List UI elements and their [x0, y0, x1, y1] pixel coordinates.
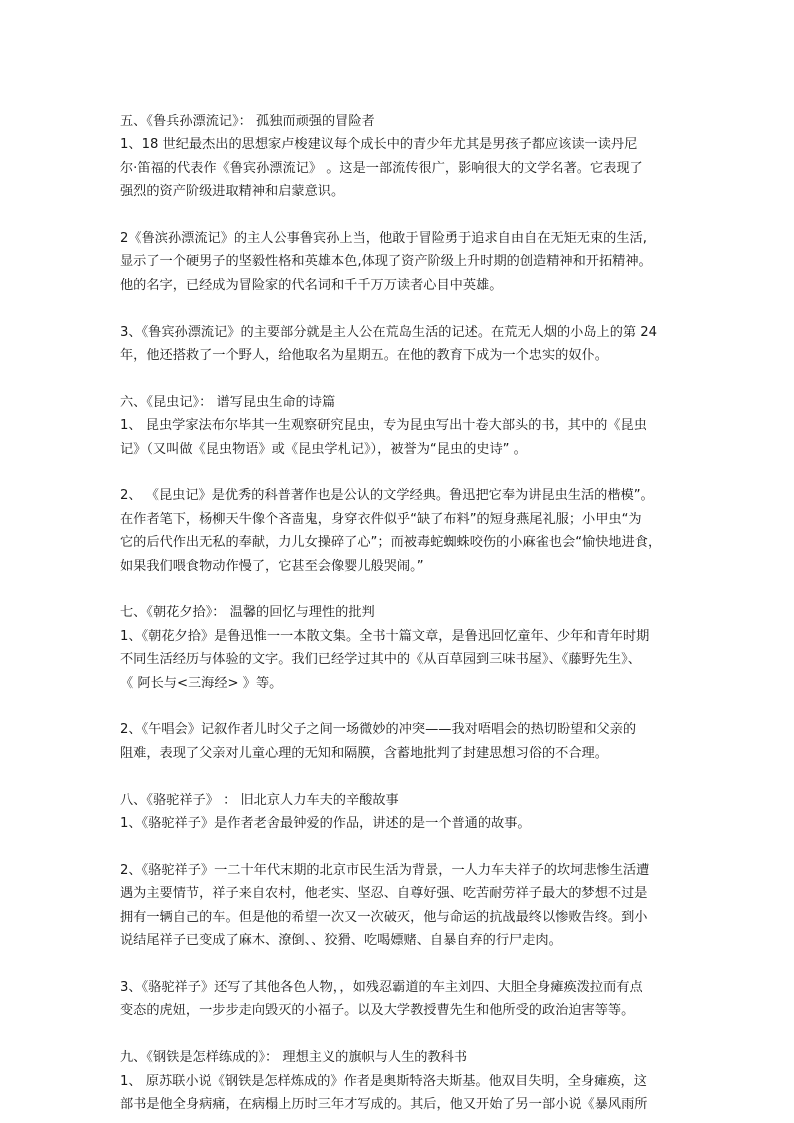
text-line: 1、18 世纪最杰出的思想家卢梭建议每个成长中的青少年尤其是男孩子都应该读一读丹尼	[120, 137, 638, 153]
text-line: 年，他还搭救了一个野人，给他取名为星期五。在他的教育下成为一个忠实的奴仆。	[120, 348, 608, 364]
text-line: 1、 原苏联小说《钢铁是怎样炼成的》作者是奥斯特洛夫斯基。他双目失明，全身瘫痪，这	[120, 1073, 647, 1089]
text-line: 六、《昆虫记》： 谱写昆虫生命的诗篇	[120, 394, 336, 410]
paragraph	[120, 110, 680, 204]
text-line: 2、《午唱会》记叙作者儿时父子之间一场微妙的冲突——我对唔唱会的热切盼望和父亲的	[120, 722, 637, 738]
paragraph-spacer	[120, 461, 680, 484]
text-line: 说结尾祥子已变成了麻木、潦倒、、狡猾、吃喝嫖赌、自暴自弃的行尸走肉。	[120, 933, 562, 949]
text-line: 1、 昆虫学家法布尔毕其一生观察研究昆虫，专为昆虫写出十卷大部头的书，其中的《昆虫	[120, 418, 647, 434]
text-line: 五、《鲁兵孙漂流记》： 孤独而顽强的冒险者	[120, 114, 375, 129]
paragraph	[120, 976, 680, 1023]
text-line: 3、《鲁宾孙漂流记》的主要部分就是主人公在荒岛生活的记述。在荒无人烟的小岛上的第 24	[120, 324, 658, 340]
paragraph-spacer	[120, 835, 680, 858]
text-line: 它的后代作出无私的奉献，力儿女操碎了心”；而被毒蛇蜘蛛咬伤的小麻雀也会“愉快地进食，	[120, 535, 662, 551]
text-line: 尔·笛福的代表作《鲁宾孙漂流记》 。这是一部流传很广，影响很大的文学名著。它表现了	[120, 160, 643, 176]
text-line: 1、《骆驼祥子》是作者老舍最钟爱的作品，讲述的是一个普通的故事。	[120, 816, 531, 832]
paragraph	[120, 321, 680, 368]
text-line: 2、 《昆虫记》是优秀的科普著作也是公认的文学经典。鲁迅把它奉为讲昆虫生活的楷模”。	[120, 488, 654, 504]
paragraph-spacer	[120, 204, 680, 227]
text-line: 拥有一辆自己的车。但是他的希望一次又一次破灭，他与命运的抗战最终以惨败告终。到小	[120, 909, 648, 925]
paragraph	[120, 1046, 680, 1116]
paragraph-spacer	[120, 695, 680, 718]
text-line: 如果我们喂食物动作慢了，它甚至会像婴儿般哭闹。”	[120, 558, 424, 574]
text-line: 2、《骆驼祥子》一二十年代末期的北京市民生活为背景，一人力车夫祥子的坎坷悲惨生活遭	[120, 862, 650, 878]
text-line: 他的名字，已经成为冒险家的代名词和千千万万读者心目中英雄。	[120, 277, 503, 293]
paragraph	[120, 859, 680, 953]
text-line: 九、《钢铁是怎样练成的》： 理想主义的旗帜与人生的教科书	[120, 1050, 468, 1066]
paragraph	[120, 227, 680, 297]
text-line: 记》（又叫做《昆虫物语》或《昆虫学札记》），被誉为“昆虫的史诗” 。	[120, 441, 527, 457]
paragraph-spacer	[120, 1023, 680, 1046]
text-line: 2《鲁滨孙漂流记》的主人公事鲁宾孙上当，他敢于冒险勇于追求自由自在无矩无束的生活,	[120, 231, 647, 247]
paragraph-spacer	[120, 297, 680, 320]
text-line: 阻难，表现了父亲对儿童心理的无知和隔膜，含蓄地批判了封建思想习俗的不合理。	[120, 745, 608, 761]
paragraph-spacer	[120, 953, 680, 976]
paragraph	[120, 789, 680, 836]
paragraph	[120, 601, 680, 695]
text-line: 《 阿长与<三海经> 》等。	[120, 675, 283, 691]
text-line: 遇为主要情节，祥子来自农村，他老实、坚忍、自尊好强、吃苦耐劳祥子最大的梦想不过是	[120, 886, 648, 902]
text-line: 变态的虎妞，一步步走向毁灭的小福子。以及大学教授曹先生和他所受的政治迫害等等。	[120, 1003, 635, 1019]
paragraph	[120, 391, 680, 461]
text-line: 1、《朝花夕拾》是鲁迅惟一一本散文集。全书十篇文章，是鲁迅回忆童年、少年和青年时期	[120, 628, 650, 644]
paragraph-spacer	[120, 765, 680, 788]
text-line: 不同生活经历与体验的文字。我们已经学过其中的《从百草园到三味书屋》、《藤野先生》、	[120, 652, 641, 668]
paragraph	[120, 484, 680, 578]
text-line: 七、《朝花夕拾》： 温馨的回忆与理性的批判	[120, 605, 375, 621]
text-line: 部书是他全身病痛，在病榻上历时三年才写成的。其后，他又开始了另一部小说《暴风雨所	[120, 1096, 648, 1112]
text-line: 显示了一个硬男子的坚毅性格和英雄本色,体现了资产阶级上升时期的创造精神和开拓精神。	[120, 254, 652, 270]
paragraph-spacer	[120, 367, 680, 390]
text-line: 强烈的资产阶级进取精神和启蒙意识。	[120, 184, 345, 200]
text-line: 八、《骆驼祥子》 ： 旧北京人力车夫的辛酸故事	[120, 792, 399, 808]
text-line: 3、《骆驼祥子》还写了其他各色人物，，如残忍霸道的车主刘四、大胆全身瘫痪泼拉而有点	[120, 979, 643, 995]
paragraph-spacer	[120, 578, 680, 601]
document-page	[120, 110, 680, 1116]
paragraph	[120, 718, 680, 765]
text-line: 在作者笔下，杨柳天牛像个吝啬鬼，身穿衣件似乎“缺了布料”的短身燕尾礼服；小甲虫“为	[120, 511, 642, 527]
